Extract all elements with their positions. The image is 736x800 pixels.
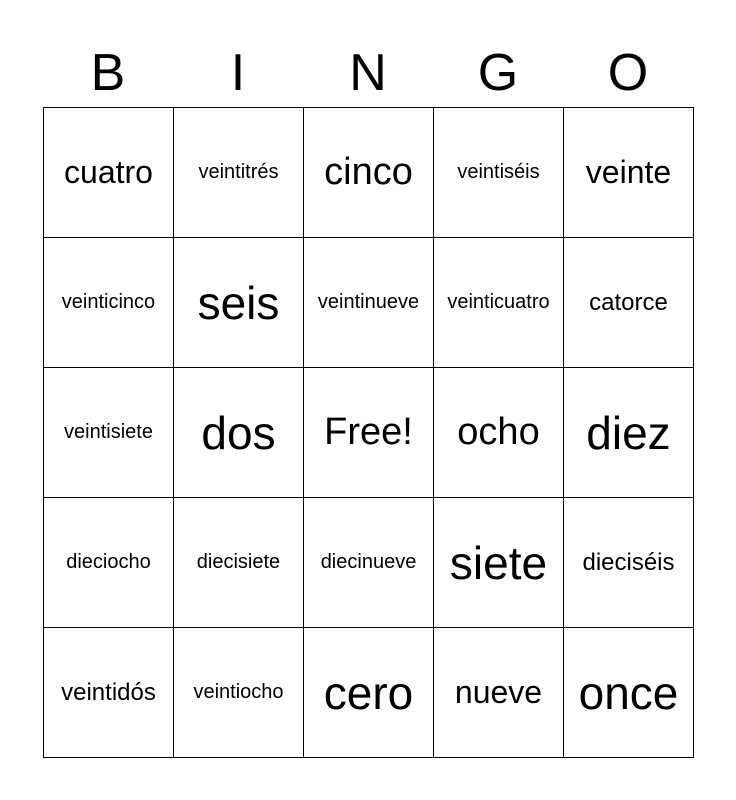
- bingo-cell[interactable]: veinticinco: [44, 238, 174, 368]
- bingo-cell[interactable]: ocho: [434, 368, 564, 498]
- bingo-cell[interactable]: siete: [434, 498, 564, 628]
- header-letter-n: N: [349, 44, 387, 102]
- bingo-cell[interactable]: cinco: [304, 108, 434, 238]
- bingo-cell[interactable]: dieciséis: [564, 498, 694, 628]
- bingo-cell[interactable]: diecinueve: [304, 498, 434, 628]
- bingo-cell[interactable]: catorce: [564, 238, 694, 368]
- bingo-cell[interactable]: dos: [174, 368, 304, 498]
- bingo-cell[interactable]: veinticuatro: [434, 238, 564, 368]
- bingo-cell[interactable]: diez: [564, 368, 694, 498]
- bingo-cell[interactable]: diecisiete: [174, 498, 304, 628]
- bingo-cell[interactable]: seis: [174, 238, 304, 368]
- header-letter-o: O: [607, 44, 649, 102]
- bingo-cell[interactable]: cero: [304, 628, 434, 758]
- header-letter-b: B: [90, 44, 126, 102]
- bingo-cell[interactable]: veintiséis: [434, 108, 564, 238]
- free-space-cell[interactable]: Free!: [304, 368, 434, 498]
- bingo-cell[interactable]: veinte: [564, 108, 694, 238]
- header-letter-i: I: [230, 44, 246, 102]
- bingo-cell[interactable]: once: [564, 628, 694, 758]
- bingo-cell[interactable]: veintiocho: [174, 628, 304, 758]
- bingo-cell[interactable]: nueve: [434, 628, 564, 758]
- bingo-board: [43, 107, 694, 758]
- bingo-header: [43, 40, 693, 106]
- bingo-cell[interactable]: veintisiete: [44, 368, 174, 498]
- bingo-cell[interactable]: cuatro: [44, 108, 174, 238]
- header-letter-g: G: [477, 44, 519, 102]
- bingo-cell[interactable]: dieciocho: [44, 498, 174, 628]
- bingo-cell[interactable]: veintinueve: [304, 238, 434, 368]
- bingo-cell[interactable]: veintidós: [44, 628, 174, 758]
- bingo-cell[interactable]: veintitrés: [174, 108, 304, 238]
